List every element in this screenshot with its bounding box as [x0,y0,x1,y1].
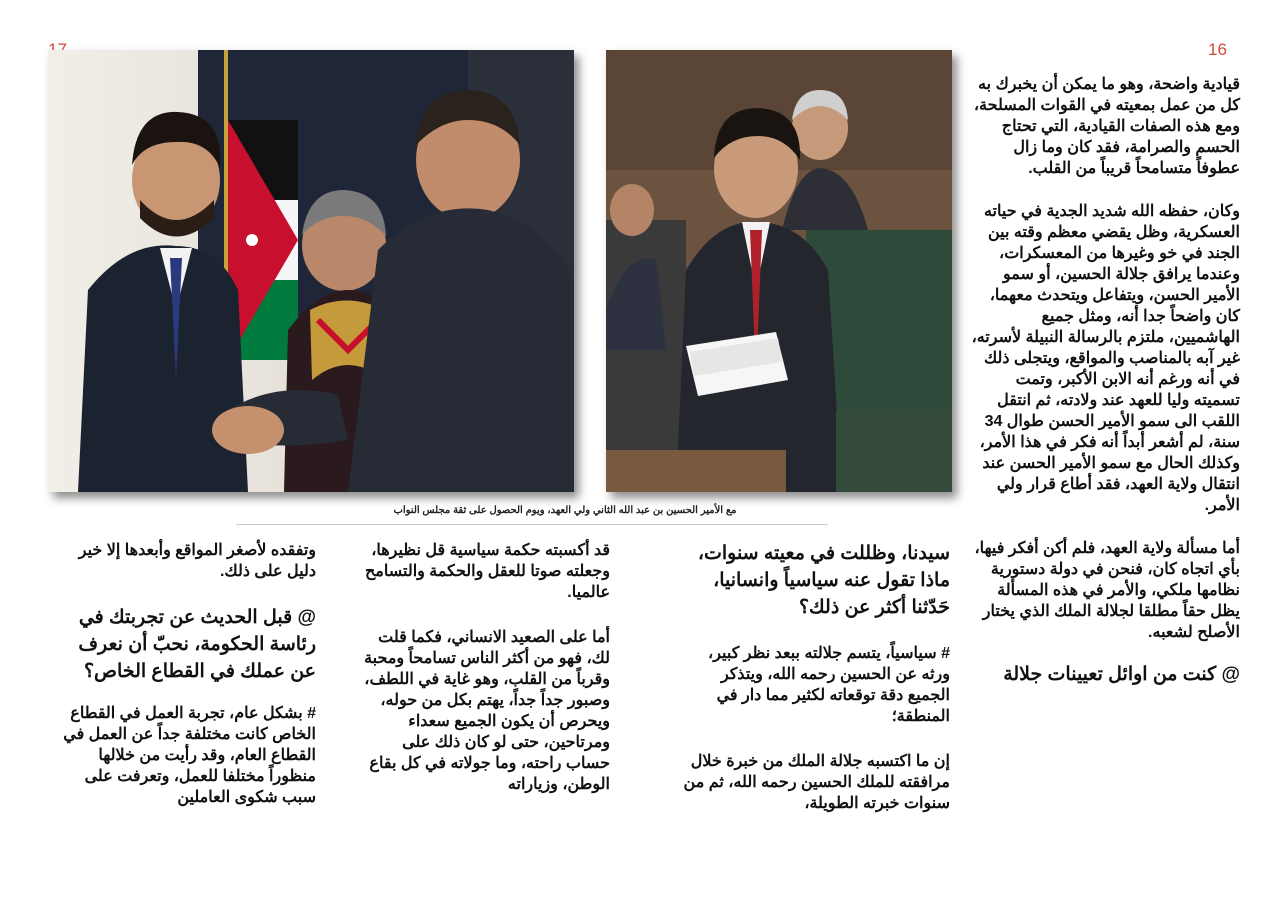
article-column-3 [680,540,950,828]
article-column-1 [48,540,316,822]
paragraph: # بشكل عام، تجربة العمل في القطاع الخاص كانت مختلفة جداً عن العمل في القطاع العام، وقد رأيت من خلالها منظوراً مختلفا للعمل، وتعرفت على سبب شكوى العاملين [63,705,316,806]
parliament-photo-illustration [606,50,952,492]
article-column-right [970,74,1240,706]
page-number-right: 16 [1208,40,1227,59]
paragraph: # سياسياً، يتسم جلالته ببعد نظر كبير، ورثه عن الحسين رحمه الله، ويتذكر الجميع دقة توقعاته لكثير مما دار في المنطقة؛ [708,645,950,725]
paragraph: وتفقده لأصغر المواقع وأبعدها إلا خير دليل على ذلك. [78,542,316,580]
paragraph: أما على الصعيد الانساني، فكما قلت لك، فهو من أكثر الناس تسامحاً ومحبة وقرباً من القلب، وهو غاية في اللطف، وصبور جداً جداً، يهتم بكل من حوله، ويحرص أن يكون الجميع سعداء ومرتاحين، حتى لو كان ذلك على حساب راحته، وما جولاته في كل بقاع الوطن، وزياراته [364,629,610,793]
photo-caption: مع الأمير الحسين بن عبد الله الثاني ولي العهد، ويوم الحصول على ثقة مجلس النواب [393,505,737,516]
interview-question: سيدنا، وظللت في معيته سنوات، ماذا تقول عنه سياسياً وانسانيا، حَدّثنا أكثر عن ذلك؟ [697,543,950,618]
article-column-2 [360,540,610,809]
paragraph: وكان، حفظه الله شديد الجدية في حياته العسكرية، وظل يقضي معظم وقته بين الجند في خو وغيرها من المعسكرات، وعندما يرافق جلالة الحسين، أو سمو الأمير الحسن، ويتفاعل ويتحدث معهما، كان واضحاً جدا أنه، ومثل جميع الهاشميين، ملتزم بالرسالة النبيلة لأسرته، غير آبه بالمناصب والمواقع، ويتجلى ذلك في أنه ورغم أنه الابن الأكبر، وتمت تسميته وليا للعهد عند ولادته، ثم انتقل اللقب الى سمو الأمير الحسن طوال 34 سنة، لم أشعر أبداً أنه فكر في هذا الأمر، وكذلك الحال مع سمو الأمير الحسن عند انتقال ولاية العهد، فقد أطاع قرار ولي الأمر. [971,203,1240,514]
interview-question: @ قبل الحديث عن تجربتك في رئاسة الحكومة، نحبّ أن نعرف عن عملك في القطاع الخاص؟ [78,607,316,682]
caption-divider [236,524,828,525]
paragraph: قد أكسبته حكمة سياسية قل نظيرها، وجعلته صوتا للعقل والحكمة والتسامح عالميا. [364,542,610,601]
paragraph: قيادية واضحة، وهو ما يمكن أن يخبرك به كل من عمل بمعيته في القوات المسلحة، ومع هذه الصفات القيادية، التي تحتاج الحسم والصرامة، فقد كان وما زال عطوفاً متسامحاً قريباً من القلب. [973,76,1240,177]
paragraph: إن ما اكتسبه جلالة الملك من خبرة خلال مرافقته للملك الحسين رحمه الله، ثم من سنوات خبرته الطويلة، [683,753,950,812]
interview-question: @ كنت من اوائل تعيينات جلالة [1003,664,1240,685]
crown-prince-photo-illustration [48,50,574,492]
paragraph: أما مسألة ولاية العهد، فلم أكن أفكر فيها، بأي اتجاه كان، فنحن في دولة دستورية نظامها ملكي، والأمر في هذه المسألة يظل حقاً مطلقا لجلالة الملك الذي يختار الأصلح لشعبه. [974,540,1240,641]
crown-prince-photo [48,50,574,492]
parliament-photo [606,50,952,492]
